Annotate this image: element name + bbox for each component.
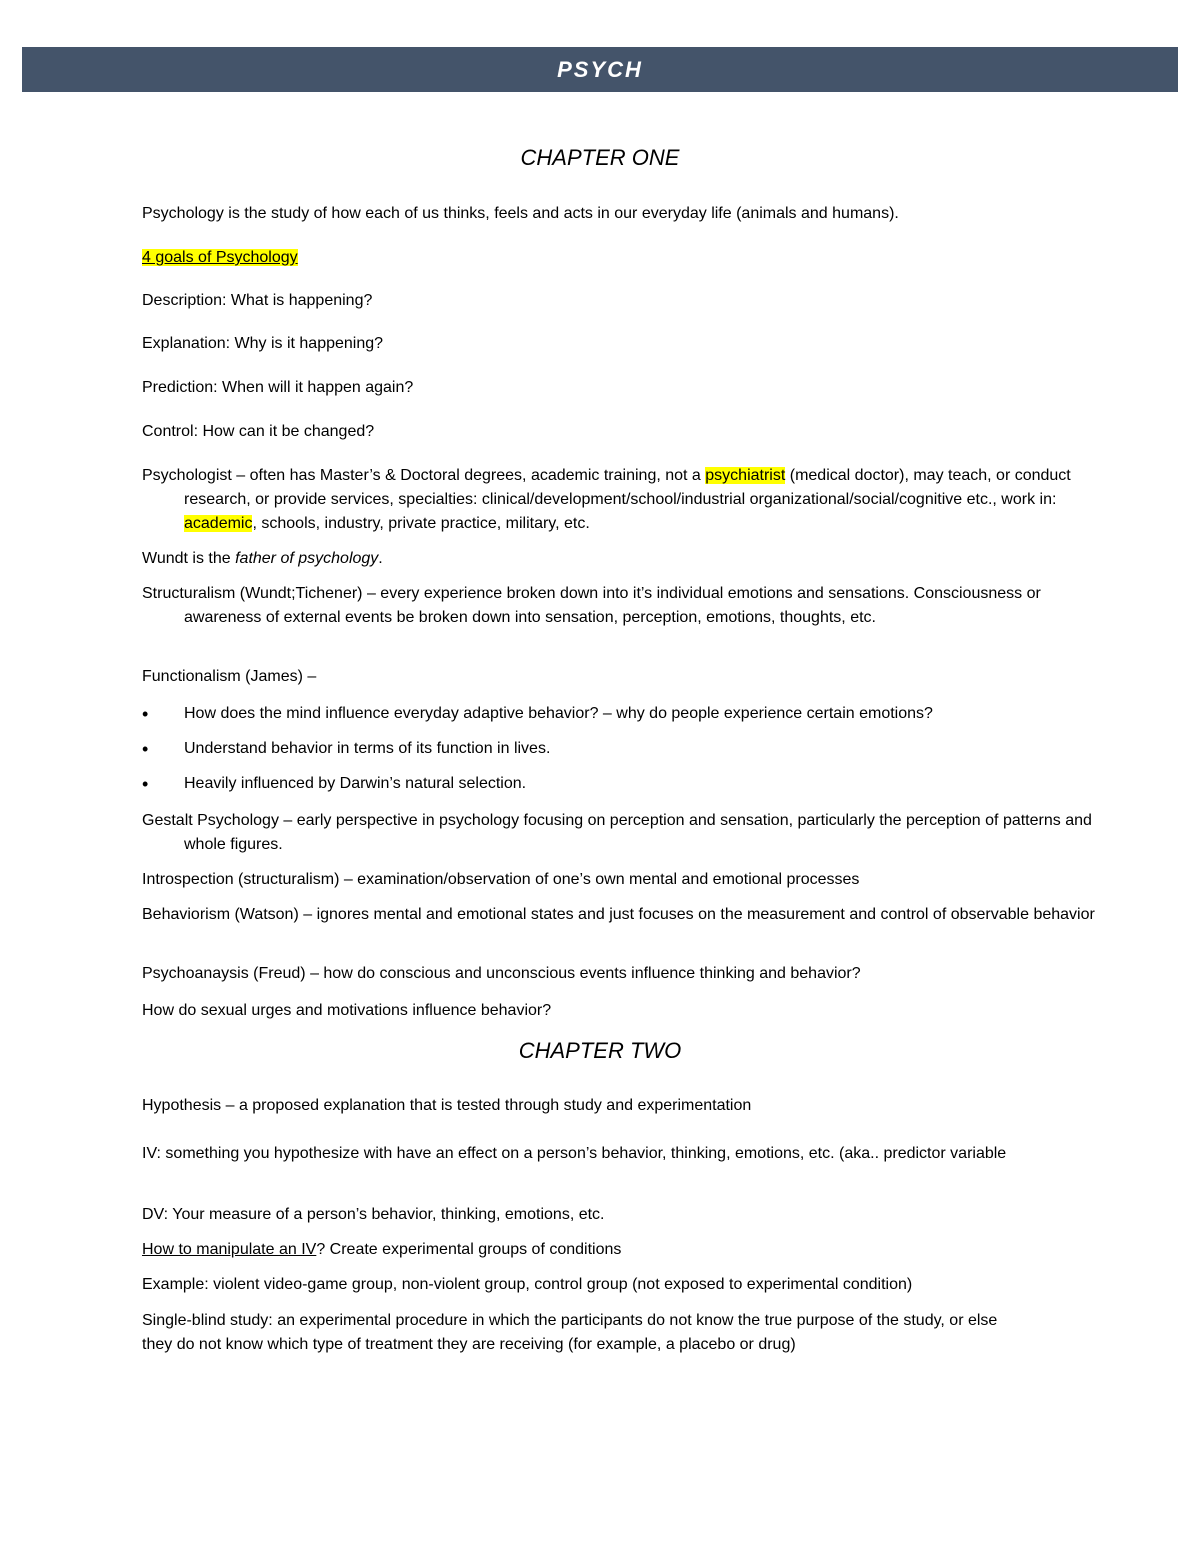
goal-text: When will it happen again? [217,379,414,396]
highlight-psychiatrist: psychiatrist [705,467,786,484]
example-paragraph: Example: violent video-game group, non-violent group, control group (not exposed to experimental condition) [142,1276,913,1293]
psychologist-text-b: (medical doctor), may teach, or conduct research, or provide services, specialties: clinical/development/school/industrial organizational/social/cognitive etc., work in: [184,467,1071,508]
goals-title [142,246,1062,270]
intro-paragraph: Psychology is the study of how each of us thinks, feels and acts in our everyday life (animals and humans). [142,205,899,222]
sexual-urges-paragraph: How do sexual urges and motivations influence behavior? [142,1002,552,1019]
wundt-paragraph [142,547,1062,571]
goal-term: Explanation: [142,335,231,352]
bullet-icon [142,772,184,798]
goal-term: Prediction: [142,379,218,396]
psychologist-paragraph [142,464,1104,536]
goal-explanation [142,332,1062,356]
behaviorism-paragraph: Behaviorism (Watson) – ignores mental and emotional states and just focuses on the measurement and control of observable behavior [142,906,1095,923]
bullet-text: How does the mind influence everyday adaptive behavior? – why do people experience certain emotions? [184,705,933,722]
goal-term: Control: [142,423,199,440]
goal-control [142,420,1062,444]
structuralism-paragraph: Structuralism (Wundt;Tichener) – every experience broken down into it’s individual emotions and sensations. Consciousness or awareness of external events be broken down into sensation, perception, emotions, thoughts, etc. [142,585,1041,626]
bullet-text: Understand behavior in terms of its function in lives. [184,740,551,757]
hypothesis-paragraph: Hypothesis – a proposed explanation that is tested through study and experimentation [142,1097,752,1114]
functionalism-heading: Functionalism (James) – [142,668,317,685]
goal-description [142,289,1062,313]
dv-paragraph: DV: Your measure of a person’s behavior, thinking, emotions, etc. [142,1206,605,1223]
goal-text: What is happening? [226,292,373,309]
bullet-icon [142,737,184,763]
manipulate-paragraph [142,1238,1062,1262]
gestalt-paragraph: Gestalt Psychology – early perspective in psychology focusing on perception and sensation, particularly the perception of patterns and whole figures. [142,812,1092,853]
psychologist-text-c: , schools, industry, private practice, military, etc. [252,515,590,532]
bullet-text: Heavily influenced by Darwin’s natural selection. [184,775,527,792]
wundt-italic: father of psychology [235,550,379,567]
goal-text: Why is it happening? [230,335,384,352]
chapter-two-heading: CHAPTER TWO [518,1038,682,1063]
goal-text: How can it be changed? [198,423,375,440]
introspection-paragraph: Introspection (structuralism) – examination/observation of one’s own mental and emotional processes [142,871,860,888]
manipulate-underlined: How to manipulate an IV [142,1241,317,1258]
single-blind-paragraph: Single-blind study: an experimental procedure in which the participants do not know the true purpose of the study, or else they do not know which type of treatment they are receiving (for example, a placebo or drug) [142,1312,998,1353]
bullet-icon [142,702,184,728]
wundt-text-a: Wundt is the [142,550,236,567]
wundt-text-b: . [378,550,383,567]
psychologist-text-a: Psychologist – often has Master’s & Doctoral degrees, academic training, not a [142,467,706,484]
iv-paragraph: IV: something you hypothesize with have an effect on a person’s behavior, thinking, emotions, etc. (aka.. predictor variable [142,1145,1007,1162]
chapter-one-heading: CHAPTER ONE [520,145,680,170]
goals-title-text: 4 goals of Psychology [142,249,298,266]
header-title: PSYCH [557,57,643,82]
goal-term: Description: [142,292,227,309]
page-header-banner [22,47,1178,92]
psychoanalysis-paragraph: Psychoanaysis (Freud) – how do conscious and unconscious events influence thinking and behavior? [142,965,861,982]
manipulate-rest: ? Create experimental groups of conditions [316,1241,622,1258]
highlight-academic: academic [184,515,253,532]
goal-prediction [142,376,1062,400]
